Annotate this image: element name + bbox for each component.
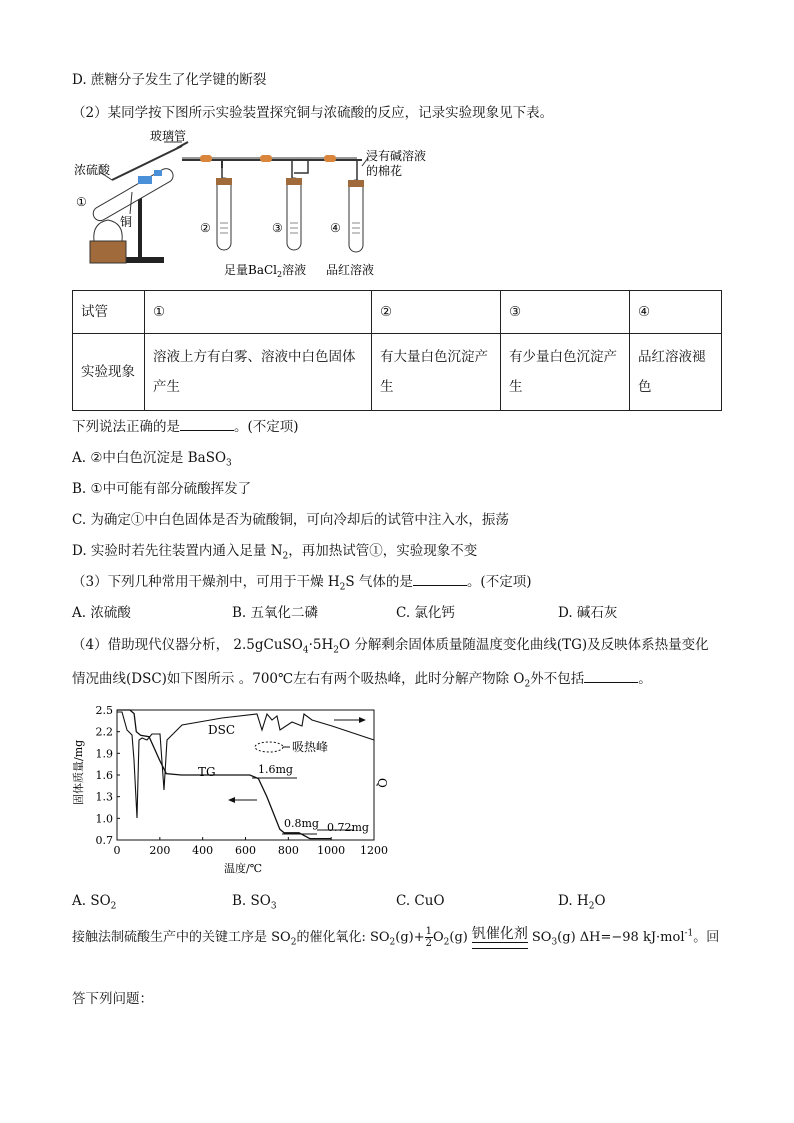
connector bbox=[260, 155, 272, 162]
y-tick-label: 1.0 bbox=[95, 812, 113, 826]
q3-option-b: B. 五氧化二磷 bbox=[232, 605, 319, 621]
q2-option-a: A. ②中白色沉淀是 BaSO$_3$ bbox=[72, 450, 232, 469]
label-mass-08: 0.8mg bbox=[284, 817, 319, 830]
fraction-half: $\frac{1}{2}$ bbox=[425, 926, 432, 949]
catalyst-arrow: 钒催化剂 bbox=[468, 926, 532, 949]
label-mass-16: 1.6mg bbox=[258, 763, 293, 776]
clamp bbox=[138, 176, 152, 184]
x-tick-label: 200 bbox=[149, 844, 171, 857]
connector bbox=[200, 155, 212, 162]
test-tube-4 bbox=[349, 180, 363, 252]
label-dsc: DSC bbox=[208, 723, 236, 737]
q4-option-d: D. $H_2O$ bbox=[558, 893, 606, 912]
label-magenta: 品红溶液 bbox=[326, 263, 375, 277]
table-header-cell: ② bbox=[372, 291, 501, 334]
y-tick-label: 1.3 bbox=[95, 790, 113, 804]
q4-option-b: B. $SO_3$ bbox=[232, 893, 277, 912]
dsc-curve bbox=[117, 712, 374, 818]
q4-line2: 情况曲线(DSC)如下图所示 。700℃左右有两个吸热峰，此时分解产物除 $O_2$外不包括 。 bbox=[72, 671, 652, 690]
y-tick-label: 1.9 bbox=[95, 747, 113, 761]
label-alkali-cotton-2: 的棉花 bbox=[366, 164, 403, 178]
label-tube2: ② bbox=[200, 221, 211, 235]
table-header-row bbox=[73, 291, 722, 334]
y-tick-label: 2.5 bbox=[95, 704, 113, 717]
q3-option-a: A. 浓硫酸 bbox=[72, 605, 131, 621]
x-axis-label: 温度/℃ bbox=[224, 862, 263, 875]
y-tick-label: 1.6 bbox=[95, 769, 113, 782]
q4-line1: （4）借助现代仪器分析， $2.5gCuSO_4\cdot 5H_2O$ 分解剩余固体质量随温度变化曲线(TG)及反映体系热量变化 bbox=[72, 637, 709, 656]
table-header-cell: ④ bbox=[630, 291, 722, 334]
x-tick-label: 0 bbox=[113, 844, 121, 857]
q4-option-a: A. $SO_2$ bbox=[72, 893, 117, 912]
label-alkali-cotton: 浸有碱溶液 bbox=[366, 149, 427, 163]
q2-question bbox=[72, 415, 299, 435]
label-bacl2: 足量BaCl$_2$溶液 bbox=[224, 263, 307, 279]
label-tube1: ① bbox=[76, 195, 87, 209]
tg-dsc-chart bbox=[72, 700, 392, 878]
table-cell: 有少量白色沉淀产生 bbox=[501, 334, 630, 411]
alcohol-lamp bbox=[94, 220, 122, 241]
label-q: Q bbox=[375, 778, 389, 788]
q4-options bbox=[72, 893, 722, 912]
y-tick-label: 2.2 bbox=[95, 725, 113, 739]
q3-option-d: D. 碱石灰 bbox=[558, 605, 618, 621]
q2-tail: 。(不定项) bbox=[234, 419, 299, 435]
option-d-sucrose: D. 蔗糖分子发生了化学键的断裂 bbox=[72, 72, 267, 88]
answer-prompt: 答下列问题： bbox=[72, 991, 153, 1007]
x-tick-label: 1000 bbox=[317, 844, 346, 857]
connector bbox=[324, 155, 336, 162]
x-tick-label: 1200 bbox=[360, 844, 388, 857]
contact-process-line: 接触法制硫酸生产中的关键工序是 $SO_2$的催化氧化: $SO_2(g)+$ $\frac{1}{2}$ $O_2(g)$ 钒催化剂 $SO_3(g)$ ΔH=−98 kJ·mol$^{-1}$。回 bbox=[72, 926, 720, 949]
table-row bbox=[73, 334, 722, 411]
q4-option-c: C. CuO bbox=[396, 893, 445, 909]
test-tube-3 bbox=[287, 178, 301, 250]
label-tube3: ③ bbox=[272, 221, 283, 235]
q3-option-c: C. 氯化钙 bbox=[396, 605, 455, 621]
y-axis-label: 固体质量/mg bbox=[72, 739, 85, 805]
label-glass-tube: 玻璃管 bbox=[150, 129, 187, 143]
peak-marker bbox=[255, 742, 283, 752]
q2-question-text: 下列说法正确的是 bbox=[72, 419, 180, 435]
q2-option-c: C. 为确定①中白色固体是否为硫酸铜，可向冷却后的试管中注入水，振荡 bbox=[72, 512, 509, 528]
table-cell: 有大量白色沉淀产生 bbox=[372, 334, 501, 411]
label-conc-acid: 浓硫酸 bbox=[74, 163, 111, 177]
table-cell: 溶液上方有白雾、溶液中白色固体产生 bbox=[145, 334, 372, 411]
answer-blank[interactable] bbox=[180, 418, 234, 431]
q2-option-b: B. ①中可能有部分硫酸挥发了 bbox=[72, 481, 252, 497]
x-tick-label: 600 bbox=[235, 844, 256, 857]
y-tick-label: 0.7 bbox=[95, 834, 113, 847]
q3-options bbox=[72, 601, 722, 621]
question-2-intro: （2）某同学按下图所示实验装置探究铜与浓硫酸的反应，记录实验现象见下表。 bbox=[72, 105, 554, 121]
table-header-cell: 试管 bbox=[73, 291, 145, 334]
label-copper: 铜 bbox=[120, 215, 133, 229]
table-header-cell: ① bbox=[145, 291, 372, 334]
label-tube4: ④ bbox=[330, 221, 341, 235]
apparatus-diagram bbox=[72, 128, 452, 280]
label-mass-072: 0.72mg bbox=[327, 821, 369, 834]
table-header-cell: ③ bbox=[501, 291, 630, 334]
x-tick-label: 800 bbox=[277, 844, 299, 857]
observation-table bbox=[72, 290, 722, 411]
table-row-label: 实验现象 bbox=[73, 334, 145, 411]
answer-blank[interactable] bbox=[584, 670, 638, 683]
q2-option-d: D. 实验时若先往装置内通入足量 $N_2$，再加热试管①，实验现象不变 bbox=[72, 543, 478, 562]
table-cell: 品红溶液褪色 bbox=[630, 334, 722, 411]
x-tick-label: 400 bbox=[192, 844, 214, 857]
clamp-2 bbox=[154, 170, 162, 176]
label-tg: TG bbox=[198, 765, 216, 779]
answer-blank[interactable] bbox=[413, 573, 467, 586]
label-peak: 吸热峰 bbox=[292, 740, 329, 754]
burner-base bbox=[90, 241, 126, 263]
test-tube-2 bbox=[217, 178, 231, 250]
q3-stem: （3）下列几种常用干燥剂中，可用于干燥 $H_2S$ 气体的是 。(不定项) bbox=[72, 574, 532, 593]
